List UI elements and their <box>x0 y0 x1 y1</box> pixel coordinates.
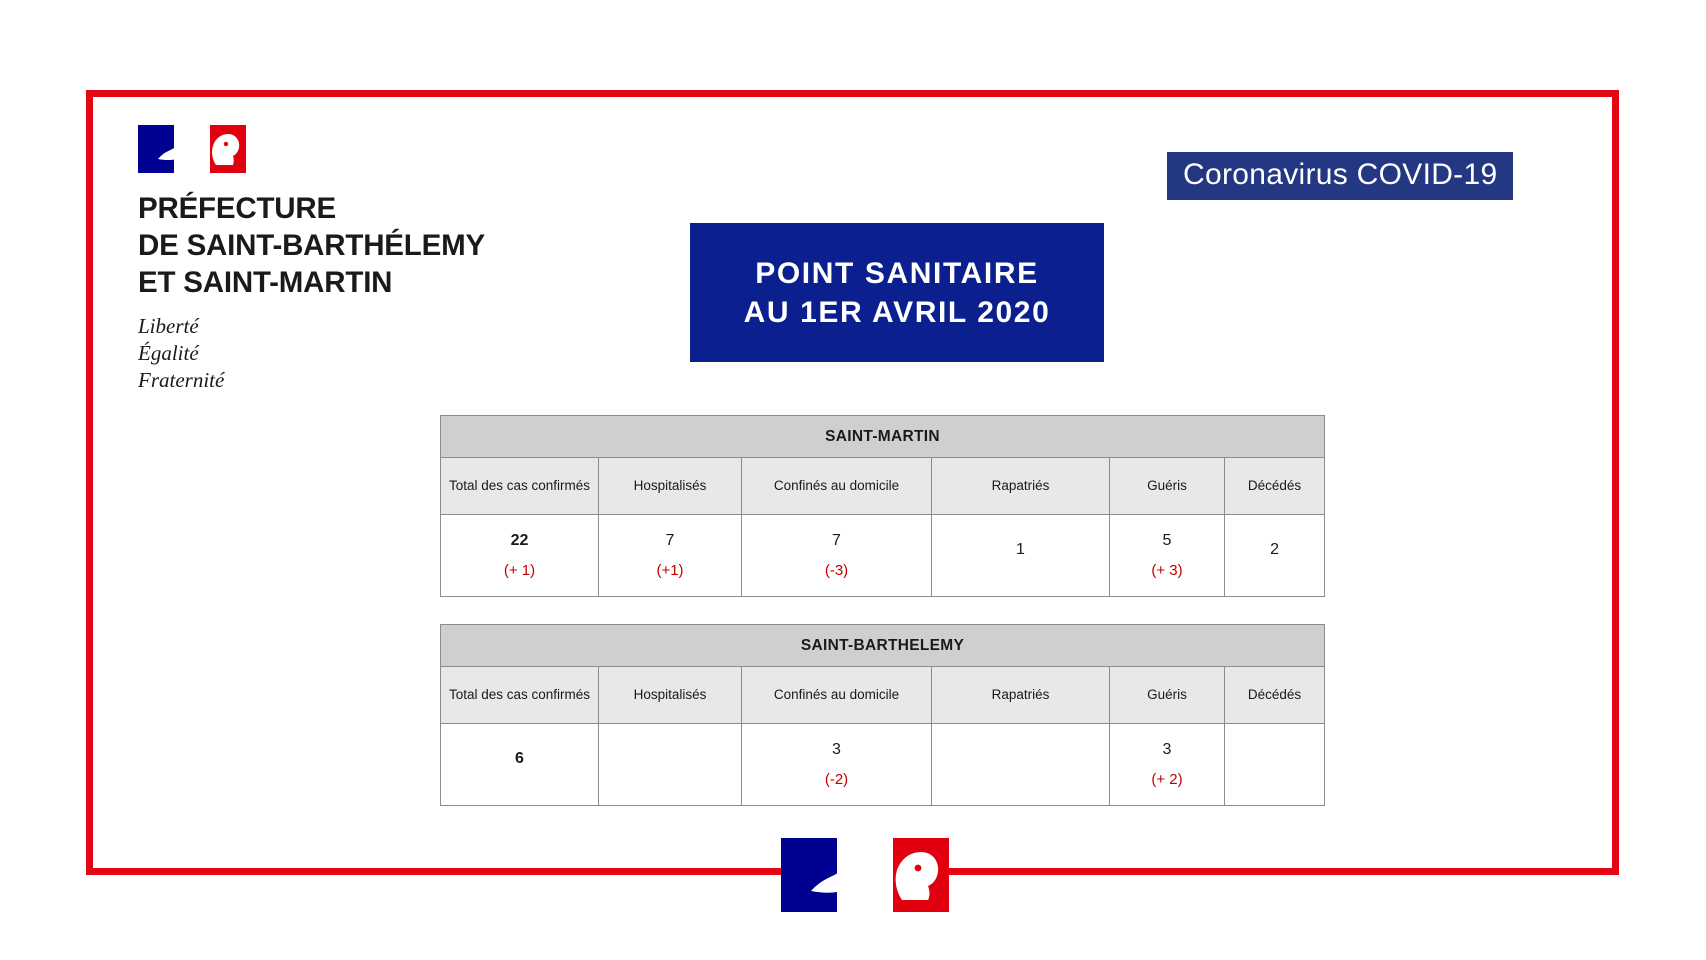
cell-decedes <box>1225 724 1325 806</box>
cell-total-cas <box>441 515 599 597</box>
title-line-2: AU 1ER AVRIL 2020 <box>743 295 1051 329</box>
cell-delta: (-3) <box>824 562 849 580</box>
table-row <box>441 515 1325 597</box>
table-title: SAINT-MARTIN <box>441 416 1325 458</box>
column-header-confines: Confinés au domicile <box>742 667 932 724</box>
table-header-row <box>441 458 1325 515</box>
prefecture-title <box>138 190 618 301</box>
footer-marianne-flag-icon <box>781 838 949 912</box>
cell-gueris <box>1110 724 1225 806</box>
marianne-profile-icon <box>781 838 949 912</box>
prefecture-title-line-3: ET SAINT-MARTIN <box>138 266 393 300</box>
cell-value: 7 <box>665 532 675 550</box>
motto-line-1: Liberté <box>138 314 199 339</box>
cell-value: 1 <box>1016 540 1025 558</box>
column-header-gueris: Guéris <box>1110 458 1225 515</box>
cell-rapatries <box>932 515 1110 597</box>
point-sanitaire-title-box <box>690 223 1104 362</box>
marianne-flag-icon <box>138 125 246 173</box>
cell-value: 6 <box>515 749 524 767</box>
cell-confines <box>742 515 932 597</box>
table-saint-barthelemy <box>440 624 1325 806</box>
column-header-confines: Confinés au domicile <box>742 458 932 515</box>
table-row <box>441 724 1325 806</box>
table-title: SAINT-BARTHELEMY <box>441 625 1325 667</box>
table-header-row <box>441 667 1325 724</box>
column-header-total-cas: Total des cas confirmés <box>441 667 599 724</box>
cell-delta: (+ 2) <box>1151 771 1183 789</box>
prefecture-title-line-2: DE SAINT-BARTHÉLEMY <box>138 229 485 263</box>
cell-value: 3 <box>1162 741 1172 759</box>
cell-delta: (+1) <box>656 562 684 580</box>
column-header-gueris: Guéris <box>1110 667 1225 724</box>
cell-value: 3 <box>832 741 841 759</box>
table-saint-martin <box>440 415 1325 597</box>
cell-confines <box>742 724 932 806</box>
cell-value: 22 <box>510 532 529 550</box>
column-header-rapatries: Rapatriés <box>932 667 1110 724</box>
column-header-decedes: Décédés <box>1225 458 1325 515</box>
cell-delta: (-2) <box>824 771 849 789</box>
column-header-decedes: Décédés <box>1225 667 1325 724</box>
cell-value: 7 <box>832 532 841 550</box>
prefecture-logo-block <box>138 125 618 393</box>
motto-line-2: Égalité <box>138 341 199 366</box>
prefecture-title-line-1: PRÉFECTURE <box>138 192 336 225</box>
cell-delta: (+ 1) <box>503 562 536 580</box>
column-header-rapatries: Rapatriés <box>932 458 1110 515</box>
column-header-hospitalises: Hospitalisés <box>599 458 742 515</box>
cell-value: 5 <box>1162 532 1172 550</box>
column-header-total-cas: Total des cas confirmés <box>441 458 599 515</box>
coronavirus-banner: Coronavirus COVID-19 <box>1167 152 1513 200</box>
column-header-hospitalises: Hospitalisés <box>599 667 742 724</box>
table-title-row <box>441 625 1325 667</box>
cell-total-cas <box>441 724 599 806</box>
motto-line-3: Fraternité <box>138 367 225 392</box>
cell-hospitalises <box>599 515 742 597</box>
cell-decedes <box>1225 515 1325 597</box>
cell-rapatries <box>932 724 1110 806</box>
cell-gueris <box>1110 515 1225 597</box>
title-line-1: POINT SANITAIRE <box>755 256 1039 290</box>
table-title-row <box>441 416 1325 458</box>
republic-motto <box>138 313 618 393</box>
marianne-profile-icon <box>138 125 246 173</box>
cell-delta: (+ 3) <box>1151 562 1183 580</box>
cell-hospitalises <box>599 724 742 806</box>
cell-value: 2 <box>1270 540 1279 558</box>
